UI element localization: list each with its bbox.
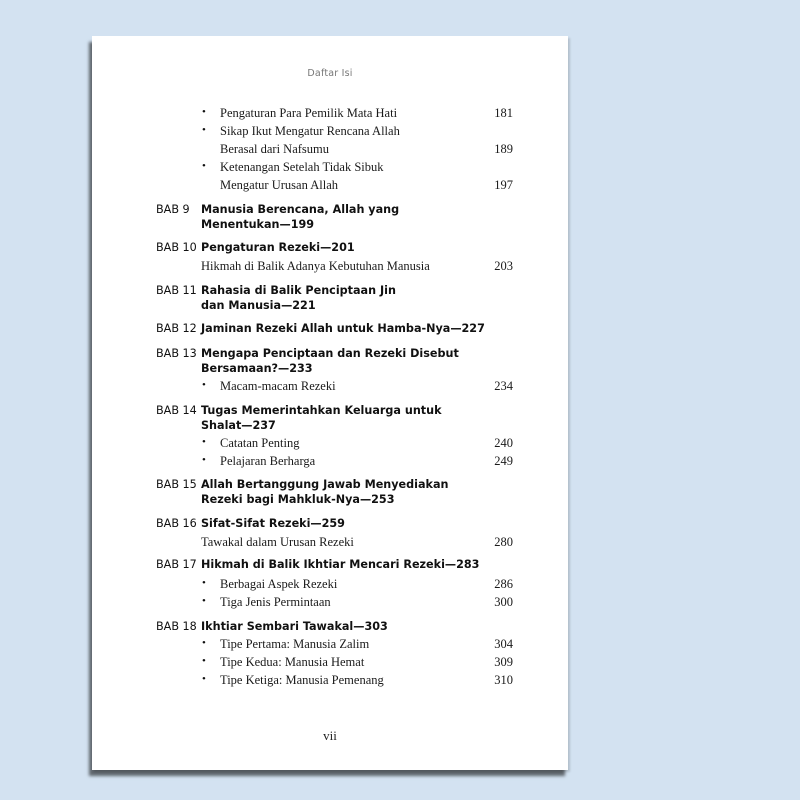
chapter-title-cont: Bersamaan?—233 [201,362,313,375]
bullet-icon: • [202,379,206,391]
toc-entry-text: Pengaturan Para Pemilik Mata Hati [220,106,398,120]
chapter-title: Sifat-Sifat Rezeki—259 [201,517,345,530]
toc-entry-text: Tipe Kedua: Manusia Hemat [220,655,365,669]
toc-entry-page: 234 [494,379,513,393]
toc-entry-text: Hikmah di Balik Adanya Kebutuhan Manusia [201,259,430,273]
toc-entry-page: 189 [494,142,513,156]
toc-entry-page: 197 [494,178,513,192]
toc-entry-page: 280 [494,535,513,549]
toc-entry-text: Ketenangan Setelah Tidak Sibuk [220,160,384,174]
bullet-icon: • [202,160,206,172]
toc-entry-text: Pelajaran Berharga [220,454,316,468]
chapter-title-cont: Rezeki bagi Mahkluk-Nya—253 [201,493,395,506]
chapter-label: BAB 11 [156,284,197,297]
running-head: Daftar Isi [307,68,353,79]
chapter-title-cont: dan Manusia—221 [201,299,316,312]
chapter-title: Tugas Memerintahkan Keluarga untuk [201,404,442,417]
toc-entry-text: Tipe Pertama: Manusia Zalim [220,637,370,651]
toc-entry-page: 300 [494,595,513,609]
toc-entry-page: 309 [494,655,513,669]
toc-entry-text: Tipe Ketiga: Manusia Pemenang [220,673,384,687]
chapter-title: Pengaturan Rezeki—201 [201,241,355,254]
toc-entry-page: 181 [494,106,513,120]
toc-entry-page: 249 [494,454,513,468]
bullet-icon: • [202,595,206,607]
toc-entry-text: Sikap Ikut Mengatur Rencana Allah [220,124,400,138]
chapter-title: Allah Bertanggung Jawab Menyediakan [201,478,449,491]
chapter-label: BAB 13 [156,347,197,360]
chapter-title-cont: Shalat—237 [201,419,276,432]
chapter-title: Mengapa Penciptaan dan Rezeki Disebut [201,347,459,360]
bullet-icon: • [202,577,206,589]
chapter-title: Rahasia di Balik Penciptaan Jin [201,284,396,297]
bullet-icon: • [202,637,206,649]
bullet-icon: • [202,106,206,118]
chapter-title: Hikmah di Balik Ikhtiar Mencari Rezeki—283 [201,558,480,571]
chapter-label: BAB 12 [156,322,197,335]
chapter-label: BAB 16 [156,517,197,530]
toc-entry-page: 203 [494,259,513,273]
chapter-label: BAB 10 [156,241,197,254]
toc-entry-text: Macam-macam Rezeki [220,379,336,393]
chapter-label: BAB 14 [156,404,197,417]
toc-entry-text: Catatan Penting [220,436,300,450]
toc-entry-text: Tiga Jenis Permintaan [220,595,331,609]
bullet-icon: • [202,655,206,667]
bullet-icon: • [202,124,206,136]
toc-entry-page: 286 [494,577,513,591]
chapter-label: BAB 15 [156,478,197,491]
chapter-label: BAB 18 [156,620,197,633]
chapter-title-cont: Menentukan—199 [201,218,315,231]
toc-entry-page: 310 [494,673,513,687]
toc-entry-text-cont: Berasal dari Nafsumu [220,142,329,156]
toc-entry-text: Berbagai Aspek Rezeki [220,577,338,591]
bullet-icon: • [202,436,206,448]
toc-entry-page: 304 [494,637,513,651]
toc-entry-text-cont: Mengatur Urusan Allah [220,178,339,192]
chapter-title: Jaminan Rezeki Allah untuk Hamba-Nya—227 [201,322,485,335]
bullet-icon: • [202,454,206,466]
page-number: vii [323,728,337,743]
chapter-label: BAB 17 [156,558,197,571]
toc-entry-text: Tawakal dalam Urusan Rezeki [201,535,354,549]
chapter-title: Ikhtiar Sembari Tawakal—303 [201,620,388,633]
book-page [92,36,568,770]
chapter-label: BAB 9 [156,203,190,216]
chapter-title: Manusia Berencana, Allah yang [201,203,400,216]
toc-entry-page: 240 [494,436,513,450]
bullet-icon: • [202,673,206,685]
